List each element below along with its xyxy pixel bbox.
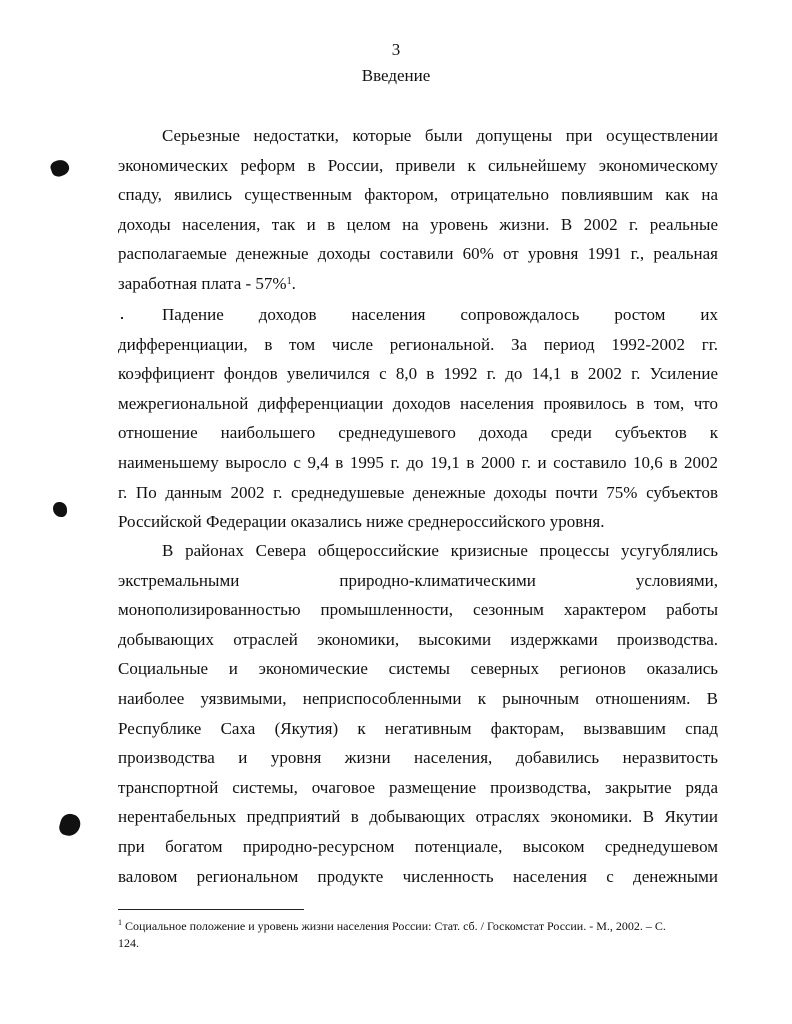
footnote-divider (118, 909, 304, 910)
paragraph-line: экономических реформ в России, привели к сильнейшему экономическому (118, 155, 718, 175)
paragraph-line: транспортной системы, очаговое размещение производства, закрытие ряда (118, 777, 718, 797)
footnote-reference: 1 (286, 275, 292, 287)
paragraph-line: наименьшему выросло с 9,4 в 1995 г. до 19,1 в 2000 г. и составило 10,6 в 2002 (118, 452, 718, 472)
paragraph-line-last (118, 269, 718, 299)
paragraph-2 (118, 300, 718, 537)
paragraph-line: Серьезные недостатки, которые были допущены при осуществлении (162, 126, 718, 145)
paragraph-line: В районах Севера общероссийские кризисные процессы усугублялись (162, 541, 718, 560)
paragraph-line: валовом региональном продукте численность населения с денежными (118, 866, 718, 886)
paragraph-punctuation: . (291, 273, 296, 293)
paragraph-line: спаду, явились существенным фактором, отрицательно повлиявшим как на (118, 185, 718, 205)
scan-blot-mark (53, 502, 67, 517)
paragraph-line: Падение доходов населения сопровождалось ростом их (162, 305, 718, 324)
paragraph-line: Социальные и экономические системы северных регионов оказались (118, 659, 718, 679)
paragraph-line: наиболее уязвимыми, неприспособленными к рыночным отношениям. В (118, 688, 718, 708)
paragraph-line: Российской Федерации оказались ниже среднероссийского уровня. (118, 512, 605, 532)
paragraph-line: г. По данным 2002 г. среднедушевые денежные доходы почти 75% субъектов (118, 482, 718, 502)
paragraph-line: экстремальными природно-климатическими условиями, (118, 570, 718, 590)
paragraph-line: при богатом природно-ресурсном потенциале, высоком среднедушевом (118, 836, 718, 856)
scan-blot-mark (57, 812, 82, 838)
paragraph-line: межрегиональной дифференциации доходов населения проявилось в том, что (118, 393, 718, 413)
scan-blot-mark (49, 157, 71, 178)
paragraph-line: доходы населения, так и в целом на уровень жизни. В 2002 г. реальные (118, 214, 718, 234)
page-number: 3 (391, 40, 401, 59)
paragraph-3 (118, 536, 718, 891)
paragraph-line: производства и уровня жизни населения, добавились неразвитость (118, 748, 718, 768)
scan-speck-mark (121, 317, 123, 319)
paragraph-line: дифференциации, в том числе региональной. За период 1992-2002 гг. (118, 334, 718, 354)
paragraph-1 (118, 121, 718, 299)
footnote-text: Социальное положение и уровень жизни населения России: Стат. сб. / Госкомстат России. - М., 2002. – С. (125, 919, 666, 933)
paragraph-line: Республике Саха (Якутия) к негативным факторам, вызвавшим спад (118, 718, 718, 738)
paragraph-line: коэффициент фондов увеличился с 8,0 в 1992 г. до 14,1 в 2002 г. Усиление (118, 364, 718, 384)
paragraph-line: располагаемые денежные доходы составили 60% от уровня 1991 г., реальная (118, 244, 718, 264)
footnote (118, 914, 722, 952)
paragraph-line: добывающих отраслей экономики, высокими издержками производства. (118, 629, 718, 649)
paragraph-line-text: заработная плата - 57% (118, 273, 287, 293)
paragraph-line: отношение наибольшего среднедушевого дохода среди субъектов к (118, 423, 718, 443)
paragraph-line: нерентабельных предприятий в добывающих отраслях экономики. В Якутии (118, 807, 718, 827)
footnote-marker: 1 (118, 918, 122, 927)
page-title: Введение (361, 66, 431, 85)
footnote-text-continued: 124. (118, 936, 139, 950)
paragraph-line: монополизированностью промышленности, сезонным характером работы (118, 600, 718, 620)
